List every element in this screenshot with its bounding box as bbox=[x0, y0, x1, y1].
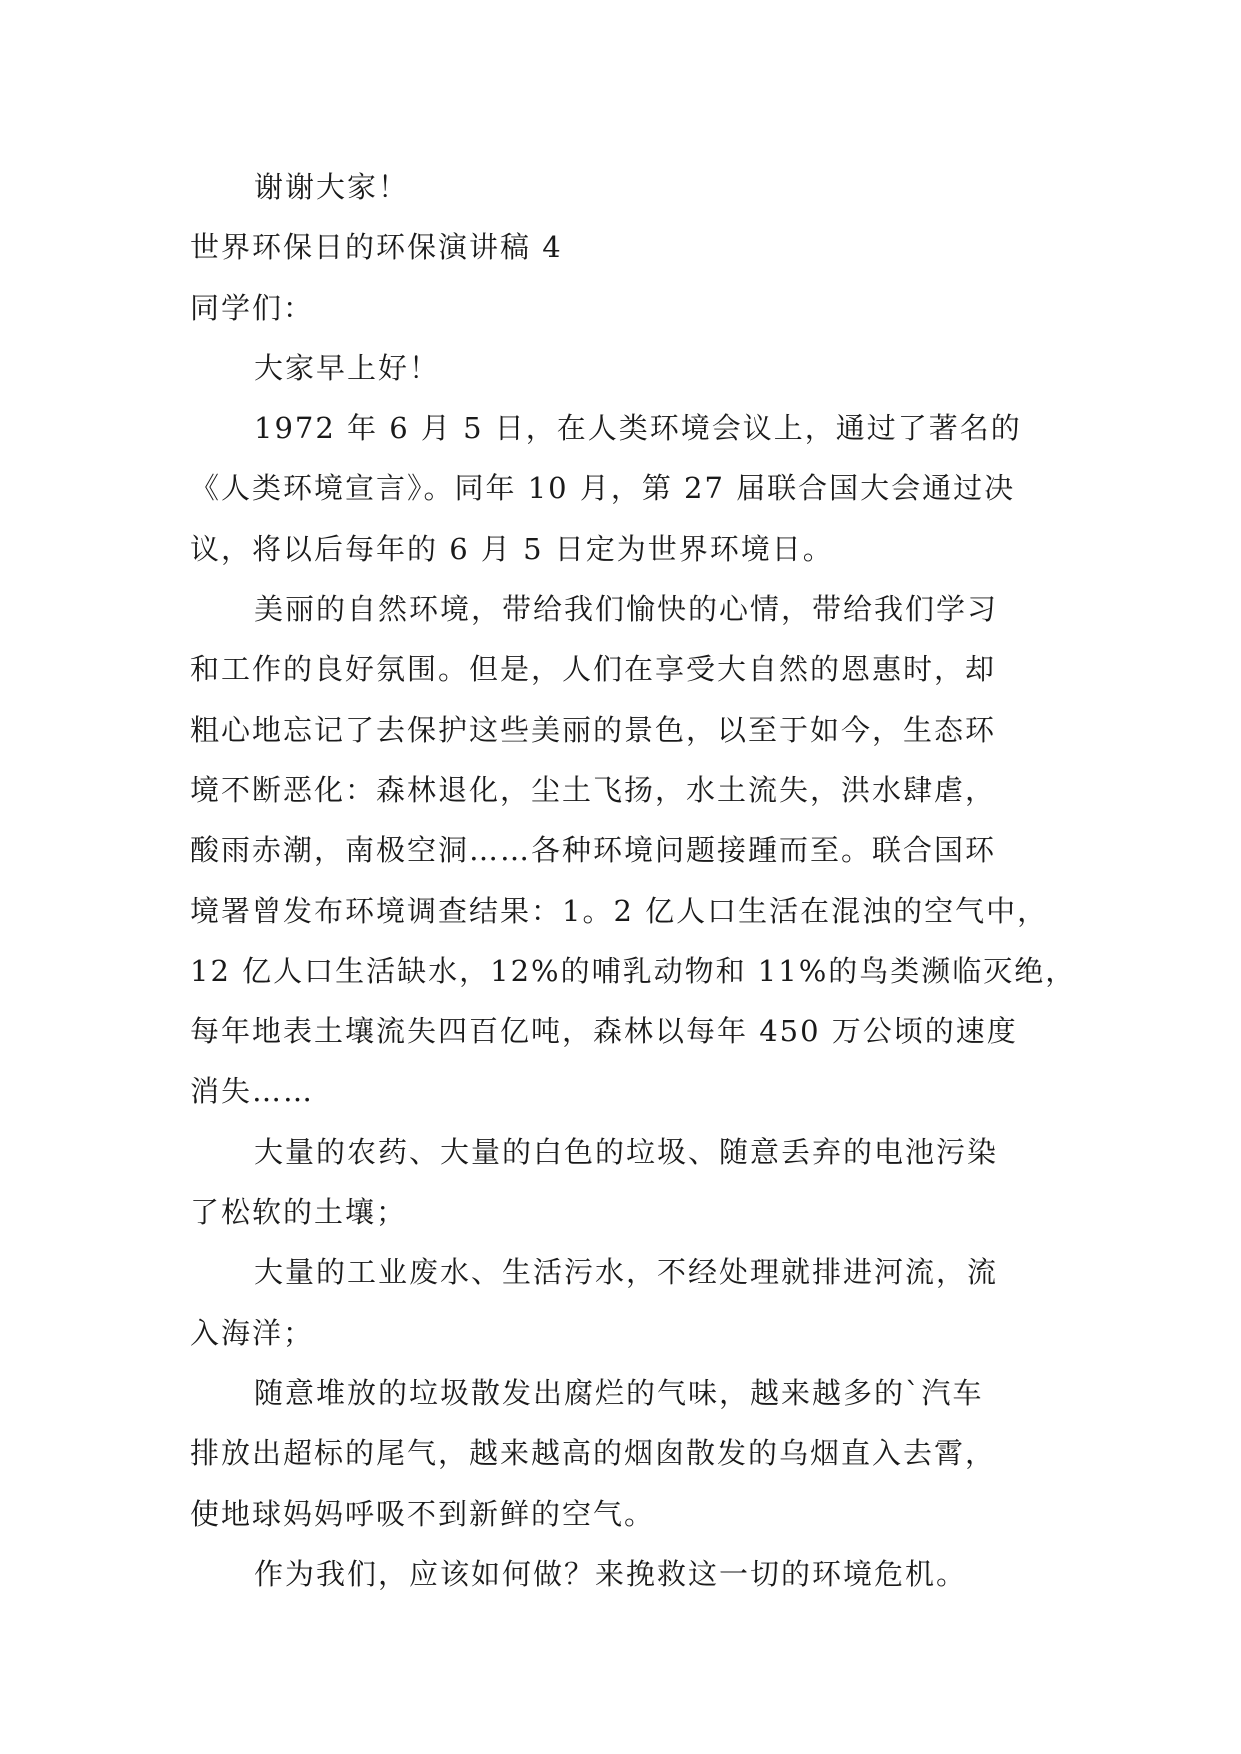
document-body bbox=[190, 157, 1077, 1604]
text-line: 了松软的土壤； bbox=[190, 1195, 408, 1230]
text-line: 大量的工业废水、生活污水，不经处理就排进河流，流 bbox=[254, 1255, 999, 1290]
text-line: 和工作的良好氛围。但是，人们在享受大自然的恩惠时，却 bbox=[190, 652, 997, 687]
text-line: 每年地表土壤流失四百亿吨，森林以每年 450 万公顷的速度 bbox=[190, 1014, 1018, 1049]
text-line: 《人类环境宣言》。同年 10 月，第 27 届联合国大会通过决 bbox=[190, 471, 1016, 506]
text-line: 入海洋； bbox=[190, 1315, 315, 1350]
text-line: 大家早上好！ bbox=[254, 350, 441, 385]
text-line: 议，将以后每年的 6 月 5 日定为世界环境日。 bbox=[190, 531, 834, 566]
text-line: 大量的农药、大量的白色的垃圾、随意丢弃的电池污染 bbox=[254, 1134, 999, 1169]
text-line: 酸雨赤潮，南极空洞……各种环境问题接踵而至。联合国环 bbox=[190, 833, 997, 868]
text-line: 排放出超标的尾气，越来越高的烟囱散发的乌烟直入去霄， bbox=[190, 1436, 997, 1471]
section-title: 世界环保日的环保演讲稿 4 bbox=[190, 230, 563, 265]
text-line: 随意堆放的垃圾散发出腐烂的气味，越来越多的`汽车 bbox=[254, 1375, 984, 1410]
text-line: 1972 年 6 月 5 日，在人类环境会议上，通过了著名的 bbox=[254, 411, 1022, 446]
text-line: 美丽的自然环境，带给我们愉快的心情，带给我们学习 bbox=[254, 592, 999, 627]
text-line: 境不断恶化：森林退化，尘土飞扬，水土流失，洪水肆虐， bbox=[190, 772, 997, 807]
text-line: 境署曾发布环境调查结果：1。2 亿人口生活在混浊的空气中， bbox=[190, 893, 1049, 928]
salutation: 同学们： bbox=[190, 290, 315, 325]
text-line: 粗心地忘记了去保护这些美丽的景色，以至于如今，生态环 bbox=[190, 712, 997, 747]
text-line: 消失…… bbox=[190, 1074, 315, 1109]
text-line: 谢谢大家！ bbox=[254, 170, 410, 204]
text-line: 作为我们，应该如何做？来挽救这一切的环境危机。 bbox=[254, 1556, 968, 1591]
text-line: 使地球妈妈呼吸不到新鲜的空气。 bbox=[190, 1496, 656, 1531]
text-line: 12 亿人口生活缺水，12%的哺乳动物和 11%的鸟类濒临灭绝， bbox=[190, 953, 1077, 988]
